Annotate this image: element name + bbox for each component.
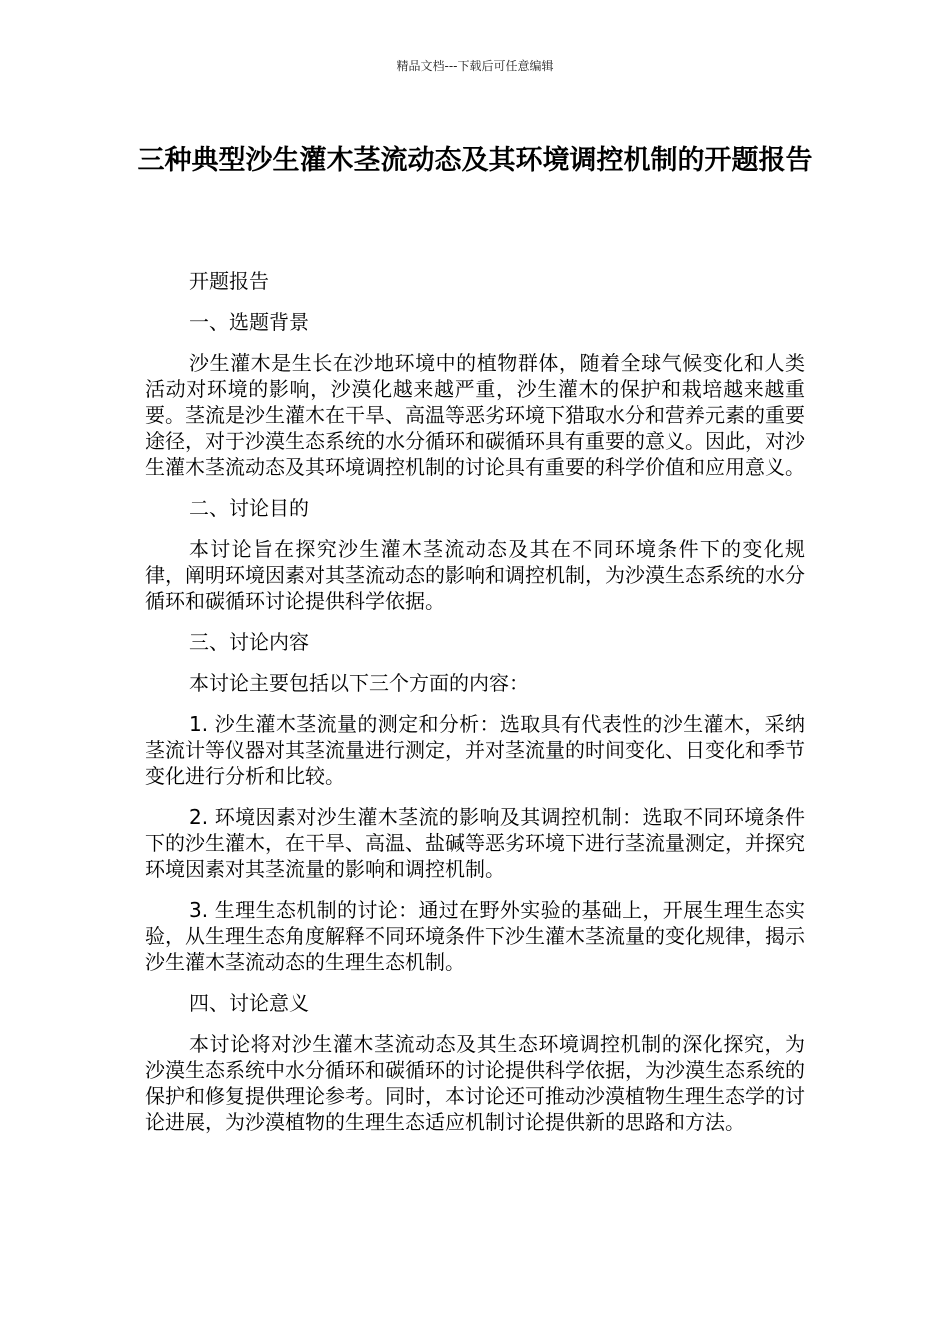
purpose-heading: 二、讨论目的 <box>189 496 309 520</box>
content-item-3: 3. 生理生态机制的讨论：通过在野外实验的基础上，开展生理生态实验，从生理生态角度解释不同环境条件下沙生灌木茎流量的变化规律，揭示沙生灌木茎流动态的生理生态机制。 <box>145 898 805 974</box>
purpose-paragraph: 本讨论旨在探究沙生灌木茎流动态及其在不同环境条件下的变化规律，阐明环境因素对其茎流动态的影响和调控机制，为沙漠生态系统的水分循环和碳循环讨论提供科学依据。 <box>145 537 805 613</box>
significance-paragraph: 本讨论将对沙生灌木茎流动态及其生态环境调控机制的深化探究，为沙漠生态系统中水分循环和碳循环的讨论提供科学依据，为沙漠生态系统的保护和修复提供理论参考。同时，本讨论还可推动沙漠植物生理生态学的讨论进展，为沙漠植物的生理生态适应机制讨论提供新的思路和方法。 <box>145 1032 805 1134</box>
background-heading: 一、选题背景 <box>189 310 309 334</box>
background-paragraph: 沙生灌木是生长在沙地环境中的植物群体，随着全球气候变化和人类活动对环境的影响，沙漠化越来越严重，沙生灌木的保护和栽培越来越重要。茎流是沙生灌木在干旱、高温等恶劣环境下猎取水分和营养元素的重要途径，对于沙漠生态系统的水分循环和碳循环具有重要的意义。因此，对沙生灌木茎流动态及其环境调控机制的讨论具有重要的科学价值和应用意义。 <box>145 351 805 479</box>
content-item-2: 2. 环境因素对沙生灌木茎流的影响及其调控机制：选取不同环境条件下的沙生灌木，在干旱、高温、盐碱等恶劣环境下进行茎流量测定，并探究环境因素对其茎流量的影响和调控机制。 <box>145 805 805 881</box>
document-body <box>145 268 805 1150</box>
content-item-1: 1. 沙生灌木茎流量的测定和分析：选取具有代表性的沙生灌木，采纳茎流计等仪器对其茎流量进行测定，并对茎流量的时间变化、日变化和季节变化进行分析和比较。 <box>145 712 805 788</box>
content-intro-paragraph: 本讨论主要包括以下三个方面的内容： <box>189 671 529 695</box>
header-note: 精品文档---下载后可任意编辑 <box>396 59 554 73</box>
intro-heading: 开题报告 <box>189 269 269 293</box>
document-title: 三种典型沙生灌木茎流动态及其环境调控机制的开题报告 <box>137 145 813 176</box>
content-heading: 三、讨论内容 <box>189 630 309 654</box>
significance-heading: 四、讨论意义 <box>189 991 309 1015</box>
